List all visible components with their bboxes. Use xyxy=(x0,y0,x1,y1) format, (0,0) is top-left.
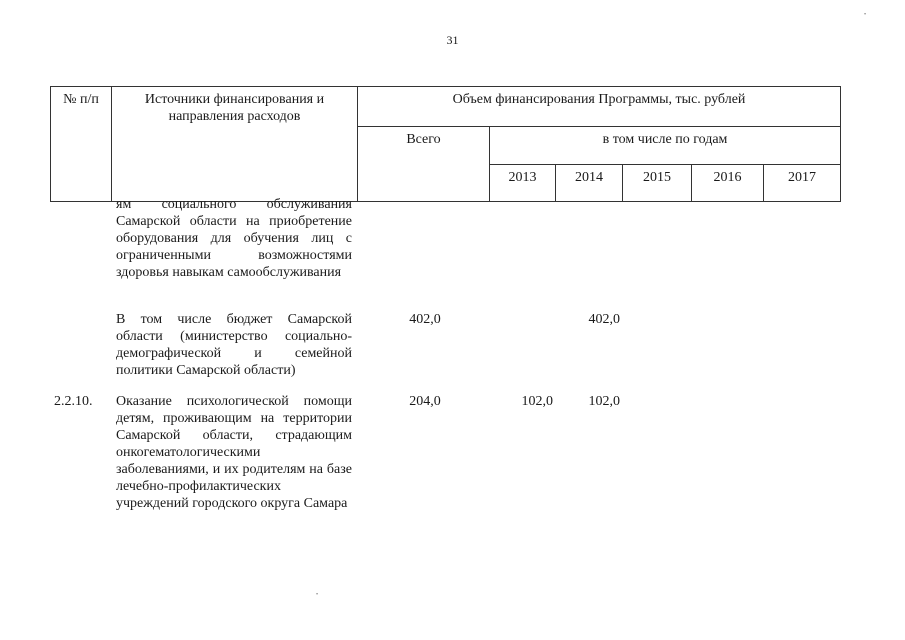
header-by-years: в том числе по годам xyxy=(490,127,841,165)
header-volume: Объем финансирования Программы, тыс. рублей xyxy=(358,87,841,127)
page-number: 31 xyxy=(446,33,459,47)
row-description: Оказание психологической помощи детям, проживающим на территории Самарской области, страдающим онкогематологическими заболеваниями, и их родителям на базе лечебно-профилактических учреждений городского округа Самара xyxy=(116,394,352,511)
header-year-2015: 2015 xyxy=(623,165,692,202)
row-description: ям социального обслуживания Самарской области на приобретение оборудования для обучения лиц с ограниченными возможностями здоровья навыкам самообслуживания xyxy=(116,197,352,280)
row-value-2014: 402,0 xyxy=(588,312,620,327)
header-num: № п/п xyxy=(51,87,112,202)
header-sources: Источники финансирования и направления расходов xyxy=(112,87,358,202)
header-year-2017: 2017 xyxy=(764,165,841,202)
financing-table-header xyxy=(50,86,841,202)
header-year-2014: 2014 xyxy=(556,165,623,202)
row-description: В том числе бюджет Самарской области (министерство социально-демографической и семейной политики Самарской области) xyxy=(116,312,352,378)
header-year-2016: 2016 xyxy=(692,165,764,202)
row-total: 402,0 xyxy=(409,312,441,327)
scan-speck: • xyxy=(316,592,319,598)
row-total: 204,0 xyxy=(409,394,441,409)
row-value-2014: 102,0 xyxy=(588,394,620,409)
header-total: Всего xyxy=(358,127,490,202)
header-year-2013: 2013 xyxy=(490,165,556,202)
scan-speck: • xyxy=(864,12,867,18)
row-number: 2.2.10. xyxy=(54,394,93,409)
row-value-2013: 102,0 xyxy=(521,394,553,409)
